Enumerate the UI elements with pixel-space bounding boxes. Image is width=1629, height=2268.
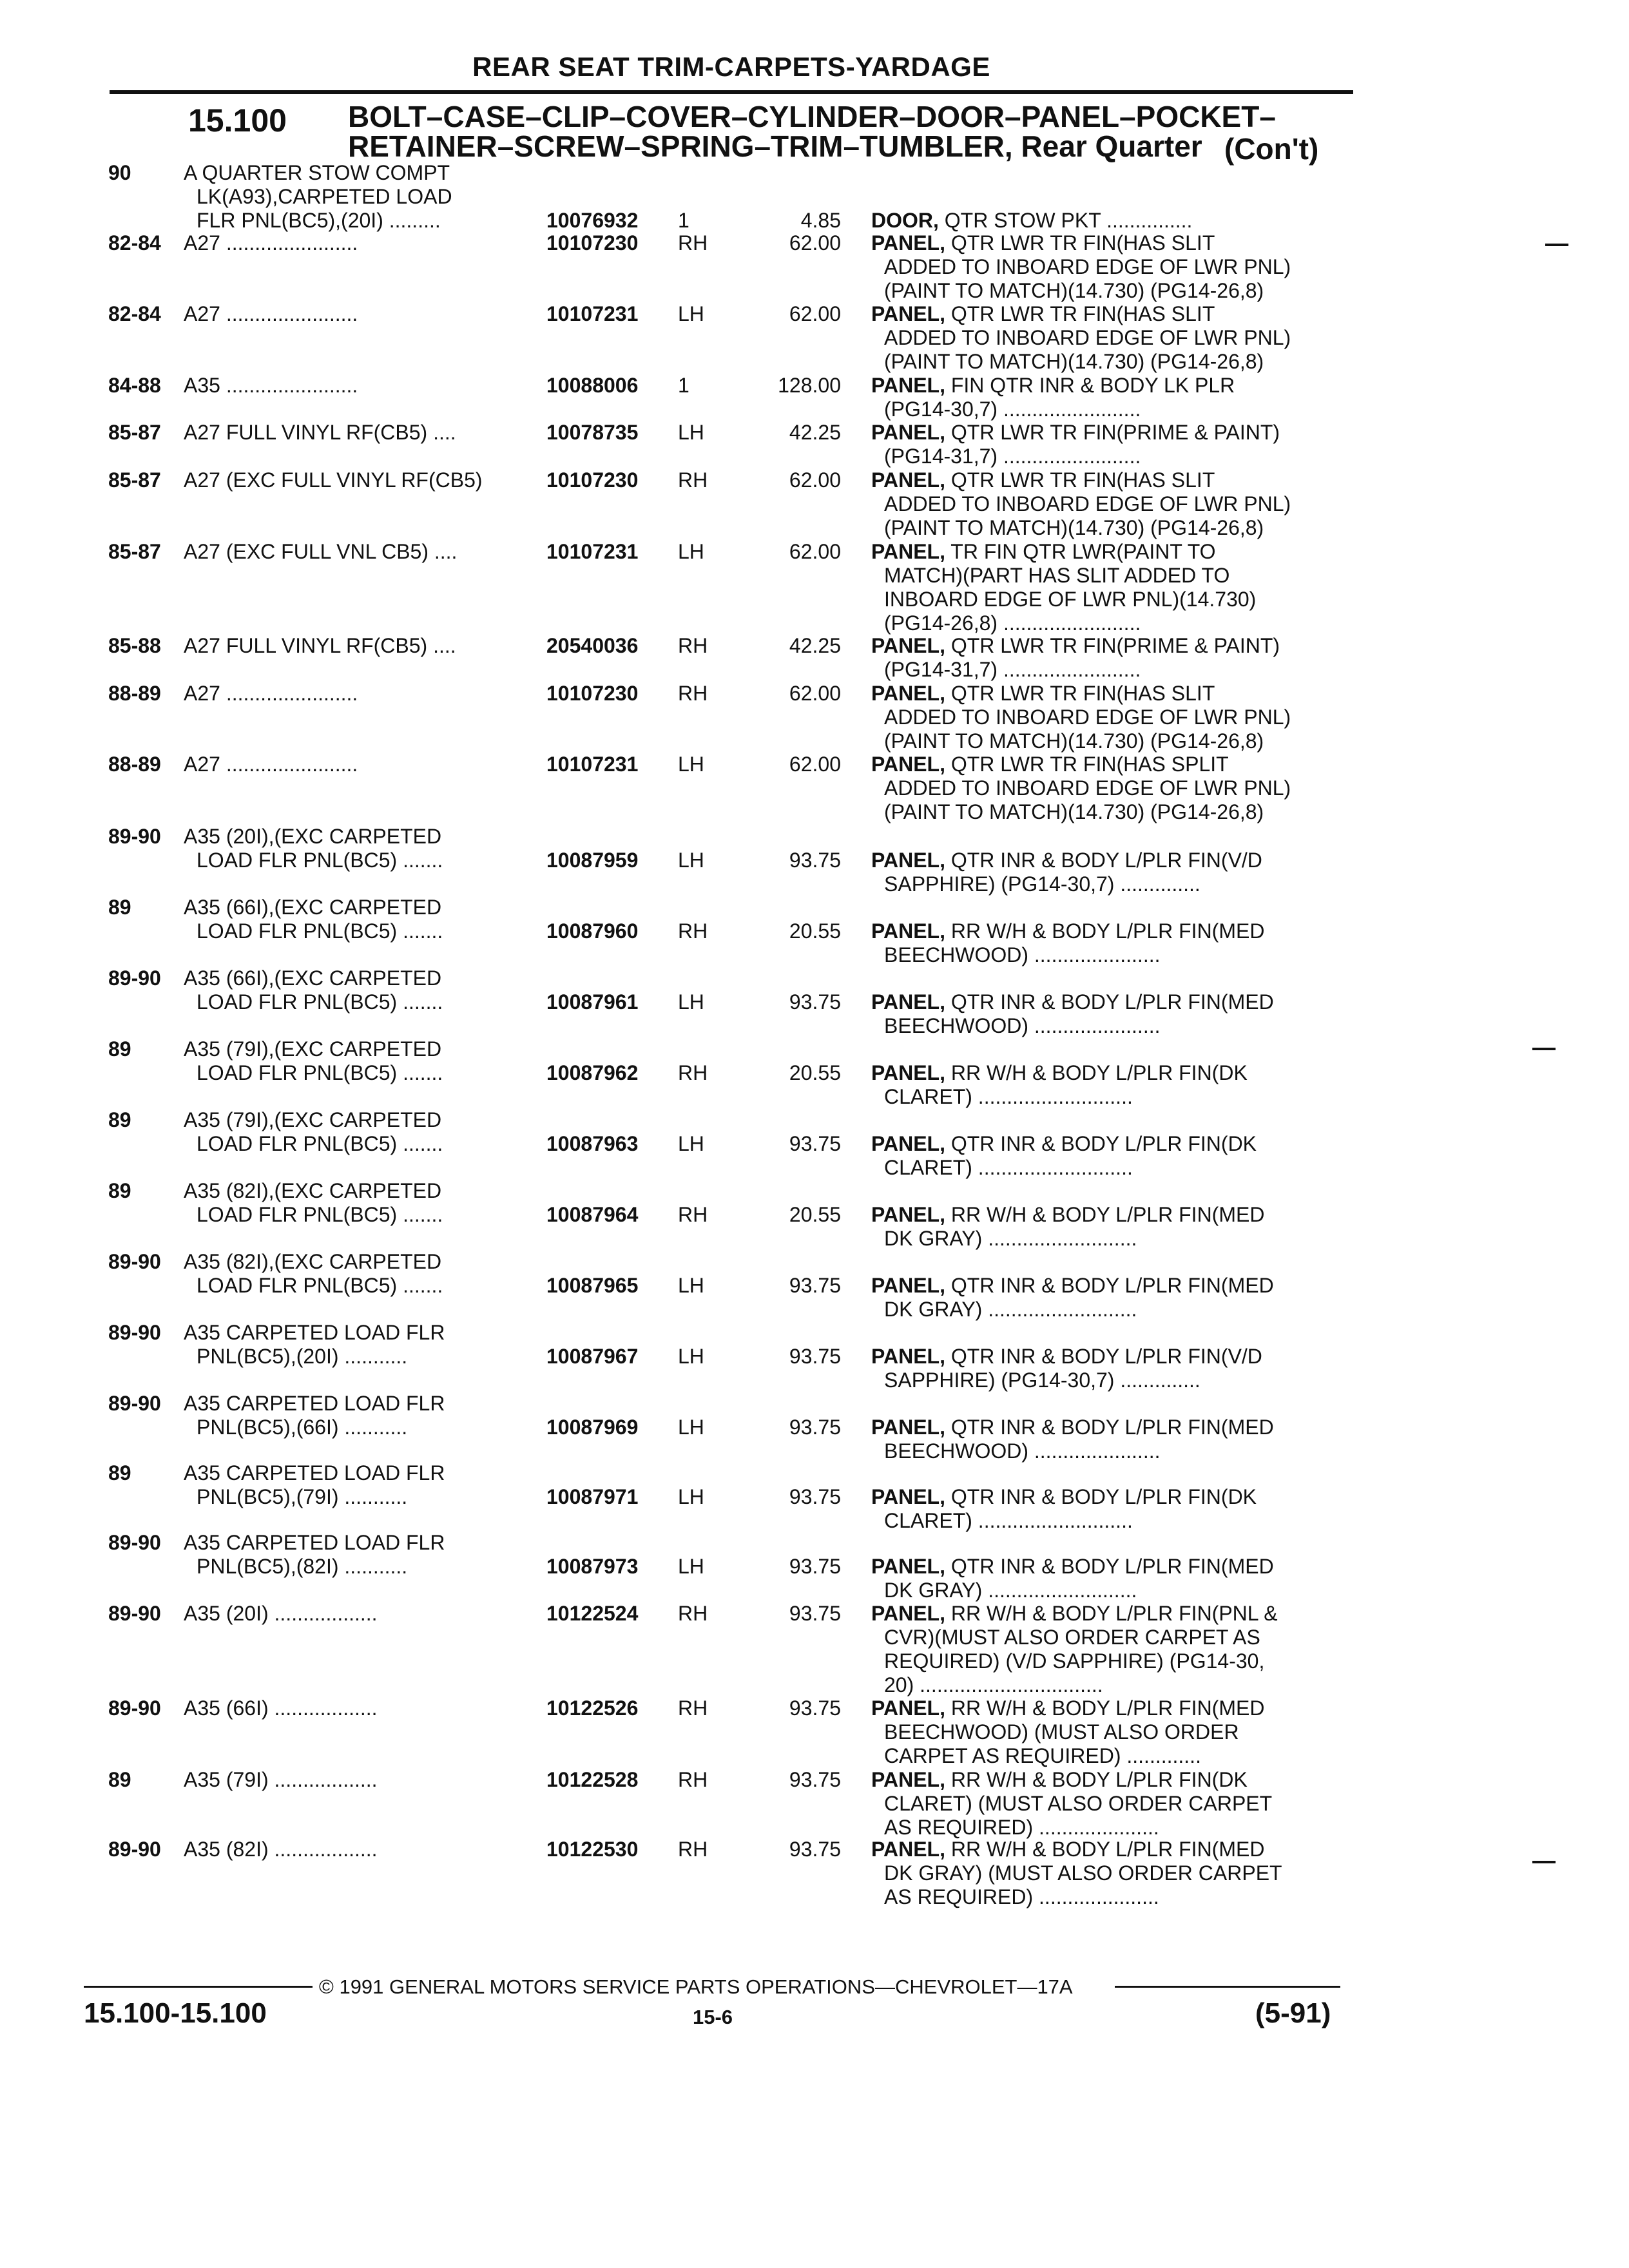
part-number: 10087959 bbox=[546, 849, 639, 872]
quantity-side: RH bbox=[678, 1061, 708, 1084]
model-year: 89-90 bbox=[108, 1250, 161, 1273]
part-number: 10076932 bbox=[546, 209, 639, 232]
margin-tick-mark bbox=[1545, 244, 1568, 246]
quantity-side: RH bbox=[678, 1768, 708, 1791]
part-description-continued: (PG14-31,7) ........................ bbox=[884, 658, 1141, 681]
model-description: PNL(BC5),(79I) ........... bbox=[197, 1485, 408, 1508]
part-description-continued: (PAINT TO MATCH)(14.730) (PG14-26,8) bbox=[884, 800, 1264, 823]
part-number: 10088006 bbox=[546, 374, 639, 397]
part-number: 10122524 bbox=[546, 1602, 639, 1625]
model-description: A35 (20I) .................. bbox=[184, 1602, 378, 1625]
part-description-continued: (PAINT TO MATCH)(14.730) (PG14-26,8) bbox=[884, 279, 1264, 302]
part-description-continued: ADDED TO INBOARD EDGE OF LWR PNL) bbox=[884, 492, 1291, 515]
part-description-text: QTR INR & BODY L/PLR FIN(MED bbox=[945, 990, 1274, 1014]
part-description-continued: (PG14-31,7) ........................ bbox=[884, 445, 1141, 468]
list-price: 62.00 bbox=[789, 753, 841, 776]
model-description: A35 ....................... bbox=[184, 374, 358, 397]
part-description-continued: BEECHWOOD) ...................... bbox=[884, 1439, 1161, 1463]
copyright-notice: © 1991 GENERAL MOTORS SERVICE PARTS OPERATIONS—CHEVROLET—17A bbox=[319, 1975, 1073, 1998]
model-description: A35 CARPETED LOAD FLR bbox=[184, 1392, 445, 1415]
part-description bbox=[871, 1274, 1274, 1298]
part-name: PANEL, bbox=[871, 849, 945, 872]
part-description bbox=[871, 1485, 1257, 1509]
model-year: 89-90 bbox=[108, 1392, 161, 1415]
part-number: 10087963 bbox=[546, 1132, 639, 1155]
part-description bbox=[871, 1061, 1248, 1085]
part-description-continued: ADDED TO INBOARD EDGE OF LWR PNL) bbox=[884, 706, 1291, 729]
part-description bbox=[871, 1203, 1264, 1227]
model-description: PNL(BC5),(66I) ........... bbox=[197, 1416, 408, 1439]
model-year: 89-90 bbox=[108, 1321, 161, 1344]
footer-rule-right bbox=[1115, 1986, 1340, 1988]
list-price: 4.85 bbox=[800, 209, 841, 232]
part-number: 10122530 bbox=[546, 1838, 639, 1861]
part-number: 10087961 bbox=[546, 990, 639, 1014]
quantity-side: LH bbox=[678, 990, 704, 1014]
quantity-side: RH bbox=[678, 682, 708, 705]
part-name: PANEL, bbox=[871, 540, 945, 563]
model-year: 89 bbox=[108, 1179, 131, 1202]
model-description: PNL(BC5),(20I) ........... bbox=[197, 1345, 408, 1368]
part-description-text: RR W/H & BODY L/PLR FIN(MED bbox=[945, 1838, 1265, 1861]
list-price: 93.75 bbox=[789, 1132, 841, 1155]
part-number: 10107230 bbox=[546, 468, 639, 492]
part-description-continued: DK GRAY) .......................... bbox=[884, 1227, 1137, 1250]
part-description-text: QTR LWR TR FIN(HAS SLIT bbox=[945, 468, 1215, 492]
section-title-line-2: RETAINER–SCREW–SPRING–TRIM–TUMBLER, Rear Quarter bbox=[348, 130, 1202, 163]
list-price: 93.75 bbox=[789, 990, 841, 1014]
part-description-continued: CLARET) ........................... bbox=[884, 1156, 1133, 1179]
part-name: PANEL, bbox=[871, 1345, 945, 1368]
part-description-text: QTR LWR TR FIN(PRIME & PAINT) bbox=[945, 421, 1280, 444]
model-description: A27 FULL VINYL RF(CB5) .... bbox=[184, 421, 456, 444]
part-description bbox=[871, 1555, 1274, 1579]
list-price: 93.75 bbox=[789, 1602, 841, 1625]
model-year: 90 bbox=[108, 161, 131, 184]
part-description-continued: ADDED TO INBOARD EDGE OF LWR PNL) bbox=[884, 326, 1291, 349]
part-number: 10087964 bbox=[546, 1203, 639, 1226]
part-number: 20540036 bbox=[546, 634, 639, 657]
part-description bbox=[871, 753, 1229, 776]
part-name: PANEL, bbox=[871, 1416, 945, 1439]
model-description: FLR PNL(BC5),(20I) ......... bbox=[197, 209, 441, 232]
part-description-continued: BEECHWOOD) ...................... bbox=[884, 943, 1161, 966]
model-description: A35 (79I),(EXC CARPETED bbox=[184, 1108, 442, 1131]
quantity-side: RH bbox=[678, 468, 708, 492]
part-name: PANEL, bbox=[871, 1602, 945, 1625]
part-description-text: RR W/H & BODY L/PLR FIN(MED bbox=[945, 1203, 1265, 1226]
model-description: A27 (EXC FULL VINYL RF(CB5) bbox=[184, 468, 483, 492]
quantity-side: LH bbox=[678, 849, 704, 872]
part-number: 10087965 bbox=[546, 1274, 639, 1297]
list-price: 42.25 bbox=[789, 421, 841, 444]
part-number: 10087967 bbox=[546, 1345, 639, 1368]
part-description-text: FIN QTR INR & BODY LK PLR bbox=[945, 374, 1235, 397]
part-name: PANEL, bbox=[871, 1768, 945, 1791]
part-number: 10087973 bbox=[546, 1555, 639, 1578]
list-price: 93.75 bbox=[789, 849, 841, 872]
part-number: 10107231 bbox=[546, 302, 639, 325]
list-price: 62.00 bbox=[789, 682, 841, 705]
part-number: 10122528 bbox=[546, 1768, 639, 1791]
part-description-continued: (PAINT TO MATCH)(14.730) (PG14-26,8) bbox=[884, 350, 1264, 373]
model-year: 85-87 bbox=[108, 468, 161, 492]
model-year: 82-84 bbox=[108, 231, 161, 255]
part-description bbox=[871, 634, 1280, 658]
part-description-text: RR W/H & BODY L/PLR FIN(MED bbox=[945, 1696, 1265, 1720]
model-description: A35 (79I),(EXC CARPETED bbox=[184, 1037, 442, 1061]
model-year: 89 bbox=[108, 1461, 131, 1485]
header-rule bbox=[110, 90, 1353, 94]
list-price: 62.00 bbox=[789, 540, 841, 563]
part-description-continued: BEECHWOOD) ...................... bbox=[884, 1014, 1161, 1037]
part-description-continued: DK GRAY) .......................... bbox=[884, 1579, 1137, 1602]
model-description: A27 ....................... bbox=[184, 231, 358, 255]
quantity-side: LH bbox=[678, 1416, 704, 1439]
part-description-continued: (PG14-26,8) ........................ bbox=[884, 611, 1141, 635]
model-year: 89-90 bbox=[108, 1696, 161, 1720]
part-description bbox=[871, 990, 1274, 1014]
part-description-continued: CARPET AS REQUIRED) ............. bbox=[884, 1744, 1201, 1767]
part-description bbox=[871, 1768, 1248, 1792]
part-description-text: QTR LWR TR FIN(PRIME & PAINT) bbox=[945, 634, 1280, 657]
model-description: LK(A93),CARPETED LOAD bbox=[197, 185, 452, 208]
part-description bbox=[871, 1416, 1274, 1439]
part-description-text: QTR INR & BODY L/PLR FIN(MED bbox=[945, 1555, 1274, 1578]
list-price: 93.75 bbox=[789, 1485, 841, 1508]
quantity-side: LH bbox=[678, 540, 704, 563]
part-description bbox=[871, 1696, 1264, 1720]
model-description: A27 FULL VINYL RF(CB5) .... bbox=[184, 634, 456, 657]
part-description-text: RR W/H & BODY L/PLR FIN(MED bbox=[945, 919, 1265, 943]
part-description-continued: CVR)(MUST ALSO ORDER CARPET AS bbox=[884, 1626, 1260, 1649]
model-description: A35 (82I) .................. bbox=[184, 1838, 378, 1861]
part-name: PANEL, bbox=[871, 421, 945, 444]
continued-label: (Con't) bbox=[1224, 132, 1319, 166]
quantity-side: RH bbox=[678, 1203, 708, 1226]
footer-rule-left bbox=[84, 1986, 313, 1988]
part-description-continued: AS REQUIRED) ..................... bbox=[884, 1885, 1159, 1908]
part-description bbox=[871, 1602, 1278, 1626]
model-year: 89 bbox=[108, 1037, 131, 1061]
part-name: PANEL, bbox=[871, 990, 945, 1014]
section-number: 15.100 bbox=[188, 102, 287, 139]
part-number: 10087969 bbox=[546, 1416, 639, 1439]
model-year: 85-88 bbox=[108, 634, 161, 657]
model-year: 89 bbox=[108, 1768, 131, 1791]
part-description-continued: AS REQUIRED) ..................... bbox=[884, 1816, 1159, 1839]
list-price: 62.00 bbox=[789, 468, 841, 492]
list-price: 93.75 bbox=[789, 1555, 841, 1578]
model-description: A35 (66I),(EXC CARPETED bbox=[184, 966, 442, 990]
model-description: A35 (82I),(EXC CARPETED bbox=[184, 1250, 442, 1273]
part-name: PANEL, bbox=[871, 1485, 945, 1508]
model-description: A35 (79I) .................. bbox=[184, 1768, 378, 1791]
part-name: DOOR, bbox=[871, 209, 939, 232]
section-title-line-1: BOLT–CASE–CLIP–COVER–CYLINDER–DOOR–PANEL–POCKET– bbox=[348, 100, 1276, 133]
part-number: 10122526 bbox=[546, 1696, 639, 1720]
page-header-title: REAR SEAT TRIM-CARPETS-YARDAGE bbox=[472, 52, 990, 82]
part-description bbox=[871, 540, 1216, 564]
part-number: 10087971 bbox=[546, 1485, 639, 1508]
part-description-text: RR W/H & BODY L/PLR FIN(DK bbox=[945, 1768, 1248, 1791]
model-year: 88-89 bbox=[108, 753, 161, 776]
part-number: 10107230 bbox=[546, 231, 639, 255]
part-description bbox=[871, 302, 1215, 326]
quantity-side: RH bbox=[678, 919, 708, 943]
model-description: LOAD FLR PNL(BC5) ....... bbox=[197, 1061, 443, 1084]
part-description-continued: CLARET) ........................... bbox=[884, 1509, 1133, 1532]
model-description: A35 (66I),(EXC CARPETED bbox=[184, 896, 442, 919]
list-price: 93.75 bbox=[789, 1274, 841, 1297]
model-description: A27 ....................... bbox=[184, 302, 358, 325]
model-description: LOAD FLR PNL(BC5) ....... bbox=[197, 1132, 443, 1155]
section-range: 15.100-15.100 bbox=[84, 1997, 267, 2029]
list-price: 93.75 bbox=[789, 1416, 841, 1439]
part-name: PANEL, bbox=[871, 374, 945, 397]
model-description: A27 ....................... bbox=[184, 682, 358, 705]
part-name: PANEL, bbox=[871, 1838, 945, 1861]
model-description: A QUARTER STOW COMPT bbox=[184, 161, 450, 184]
model-year: 89-90 bbox=[108, 1531, 161, 1554]
date-code: (5-91) bbox=[1255, 1997, 1331, 2029]
part-description-continued: CLARET) (MUST ALSO ORDER CARPET bbox=[884, 1792, 1273, 1815]
part-description bbox=[871, 231, 1215, 255]
part-name: PANEL, bbox=[871, 1203, 945, 1226]
margin-tick-mark bbox=[1532, 1861, 1556, 1863]
part-description-continued: SAPPHIRE) (PG14-30,7) .............. bbox=[884, 872, 1200, 896]
list-price: 20.55 bbox=[789, 1203, 841, 1226]
part-number: 10078735 bbox=[546, 421, 639, 444]
quantity-side: LH bbox=[678, 753, 704, 776]
part-description-text: QTR INR & BODY L/PLR FIN(DK bbox=[945, 1132, 1257, 1155]
part-description-continued: DK GRAY) (MUST ALSO ORDER CARPET bbox=[884, 1861, 1282, 1885]
part-description bbox=[871, 374, 1235, 398]
page-number: 15-6 bbox=[693, 2006, 733, 2028]
part-description-text: QTR LWR TR FIN(HAS SLIT bbox=[945, 682, 1215, 705]
model-description: LOAD FLR PNL(BC5) ....... bbox=[197, 1274, 443, 1297]
part-number: 10107231 bbox=[546, 753, 639, 776]
quantity-side: RH bbox=[678, 1838, 708, 1861]
part-description-continued: (PAINT TO MATCH)(14.730) (PG14-26,8) bbox=[884, 729, 1264, 753]
quantity-side: LH bbox=[678, 1555, 704, 1578]
model-year: 88-89 bbox=[108, 682, 161, 705]
model-description: A35 CARPETED LOAD FLR bbox=[184, 1531, 445, 1554]
part-description-continued: CLARET) ........................... bbox=[884, 1085, 1133, 1108]
part-description-continued: BEECHWOOD) (MUST ALSO ORDER bbox=[884, 1720, 1239, 1744]
part-description-text: QTR INR & BODY L/PLR FIN(V/D bbox=[945, 849, 1262, 872]
model-description: A35 (20I),(EXC CARPETED bbox=[184, 825, 442, 848]
part-description-text: QTR LWR TR FIN(HAS SLIT bbox=[945, 231, 1215, 255]
quantity-side: 1 bbox=[678, 209, 689, 232]
quantity-side: RH bbox=[678, 1602, 708, 1625]
list-price: 42.25 bbox=[789, 634, 841, 657]
part-name: PANEL, bbox=[871, 302, 945, 325]
model-year: 89-90 bbox=[108, 1838, 161, 1861]
list-price: 128.00 bbox=[778, 374, 841, 397]
part-description-continued: SAPPHIRE) (PG14-30,7) .............. bbox=[884, 1369, 1200, 1392]
model-description: LOAD FLR PNL(BC5) ....... bbox=[197, 1203, 443, 1226]
list-price: 20.55 bbox=[789, 919, 841, 943]
part-name: PANEL, bbox=[871, 1274, 945, 1297]
part-description-text: QTR LWR TR FIN(HAS SPLIT bbox=[945, 753, 1229, 776]
model-year: 89-90 bbox=[108, 825, 161, 848]
part-name: PANEL, bbox=[871, 1555, 945, 1578]
part-description bbox=[871, 919, 1264, 943]
part-name: PANEL, bbox=[871, 1696, 945, 1720]
list-price: 93.75 bbox=[789, 1696, 841, 1720]
part-description-continued: DK GRAY) .......................... bbox=[884, 1298, 1137, 1321]
list-price: 93.75 bbox=[789, 1768, 841, 1791]
part-description-text: RR W/H & BODY L/PLR FIN(DK bbox=[945, 1061, 1248, 1084]
list-price: 93.75 bbox=[789, 1838, 841, 1861]
part-name: PANEL, bbox=[871, 231, 945, 255]
model-description: A27 (EXC FULL VNL CB5) .... bbox=[184, 540, 458, 563]
part-description-text: QTR LWR TR FIN(HAS SLIT bbox=[945, 302, 1215, 325]
model-year: 82-84 bbox=[108, 302, 161, 325]
part-name: PANEL, bbox=[871, 468, 945, 492]
list-price: 20.55 bbox=[789, 1061, 841, 1084]
part-description bbox=[871, 1345, 1262, 1369]
part-name: PANEL, bbox=[871, 919, 945, 943]
quantity-side: LH bbox=[678, 1274, 704, 1297]
part-description-text: QTR INR & BODY L/PLR FIN(MED bbox=[945, 1274, 1274, 1297]
part-description-continued: INBOARD EDGE OF LWR PNL)(14.730) bbox=[884, 588, 1257, 611]
part-name: PANEL, bbox=[871, 682, 945, 705]
part-description-text: QTR INR & BODY L/PLR FIN(MED bbox=[945, 1416, 1274, 1439]
part-description-continued: ADDED TO INBOARD EDGE OF LWR PNL) bbox=[884, 255, 1291, 278]
part-description-continued: ADDED TO INBOARD EDGE OF LWR PNL) bbox=[884, 776, 1291, 800]
quantity-side: RH bbox=[678, 1696, 708, 1720]
part-description bbox=[871, 421, 1280, 445]
part-name: PANEL, bbox=[871, 1132, 945, 1155]
model-year: 89-90 bbox=[108, 1602, 161, 1625]
part-description-continued: 20) ................................ bbox=[884, 1673, 1103, 1696]
part-description bbox=[871, 468, 1215, 492]
model-description: LOAD FLR PNL(BC5) ....... bbox=[197, 919, 443, 943]
part-number: 10087962 bbox=[546, 1061, 639, 1084]
quantity-side: LH bbox=[678, 421, 704, 444]
model-year: 84-88 bbox=[108, 374, 161, 397]
part-description bbox=[871, 209, 1192, 233]
model-description: PNL(BC5),(82I) ........... bbox=[197, 1555, 408, 1578]
quantity-side: LH bbox=[678, 1485, 704, 1508]
list-price: 93.75 bbox=[789, 1345, 841, 1368]
quantity-side: LH bbox=[678, 1132, 704, 1155]
part-description bbox=[871, 849, 1262, 872]
part-number: 10087960 bbox=[546, 919, 639, 943]
part-description-text: QTR INR & BODY L/PLR FIN(V/D bbox=[945, 1345, 1262, 1368]
quantity-side: 1 bbox=[678, 374, 689, 397]
model-year: 85-87 bbox=[108, 421, 161, 444]
part-name: PANEL, bbox=[871, 1061, 945, 1084]
quantity-side: LH bbox=[678, 1345, 704, 1368]
quantity-side: RH bbox=[678, 634, 708, 657]
model-year: 85-87 bbox=[108, 540, 161, 563]
model-description: LOAD FLR PNL(BC5) ....... bbox=[197, 990, 443, 1014]
part-number: 10107231 bbox=[546, 540, 639, 563]
part-name: PANEL, bbox=[871, 753, 945, 776]
model-year: 89 bbox=[108, 896, 131, 919]
part-description-text: QTR STOW PKT ............... bbox=[938, 209, 1193, 232]
model-year: 89 bbox=[108, 1108, 131, 1131]
model-year: 89-90 bbox=[108, 966, 161, 990]
part-description bbox=[871, 1132, 1257, 1156]
model-description: A35 (66I) .................. bbox=[184, 1696, 378, 1720]
part-number: 10107230 bbox=[546, 682, 639, 705]
part-name: PANEL, bbox=[871, 634, 945, 657]
part-description-continued: REQUIRED) (V/D SAPPHIRE) (PG14-30, bbox=[884, 1649, 1265, 1673]
model-description: A35 CARPETED LOAD FLR bbox=[184, 1461, 445, 1485]
part-description-continued: (PAINT TO MATCH)(14.730) (PG14-26,8) bbox=[884, 516, 1264, 539]
margin-tick-mark bbox=[1532, 1048, 1556, 1050]
part-description-text: QTR INR & BODY L/PLR FIN(DK bbox=[945, 1485, 1257, 1508]
part-description bbox=[871, 1838, 1264, 1861]
model-description: A27 ....................... bbox=[184, 753, 358, 776]
part-description-text: RR W/H & BODY L/PLR FIN(PNL & bbox=[945, 1602, 1278, 1625]
part-description-continued: MATCH)(PART HAS SLIT ADDED TO bbox=[884, 564, 1230, 587]
quantity-side: RH bbox=[678, 231, 708, 255]
section-title bbox=[348, 100, 1379, 166]
list-price: 62.00 bbox=[789, 302, 841, 325]
quantity-side: LH bbox=[678, 302, 704, 325]
model-description: A35 CARPETED LOAD FLR bbox=[184, 1321, 445, 1344]
list-price: 62.00 bbox=[789, 231, 841, 255]
model-description: A35 (82I),(EXC CARPETED bbox=[184, 1179, 442, 1202]
part-description bbox=[871, 682, 1215, 706]
part-description-continued: (PG14-30,7) ........................ bbox=[884, 398, 1141, 421]
part-description-text: TR FIN QTR LWR(PAINT TO bbox=[945, 540, 1216, 563]
model-description: LOAD FLR PNL(BC5) ....... bbox=[197, 849, 443, 872]
